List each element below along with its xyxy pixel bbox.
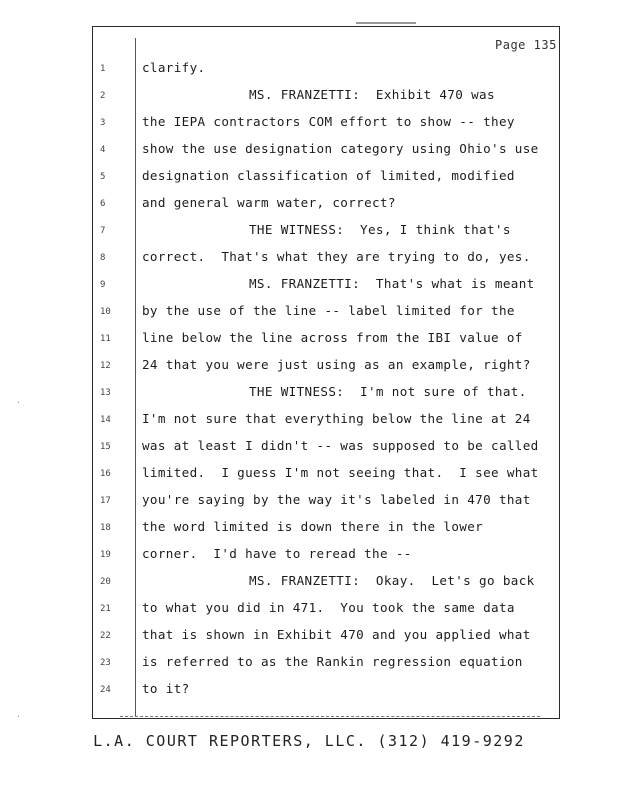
transcript-line bbox=[0, 463, 618, 489]
transcript-line bbox=[0, 436, 618, 462]
transcript-line bbox=[0, 409, 618, 435]
line-text: 24 that you were just using as an example, right? bbox=[142, 357, 531, 372]
transcript-line bbox=[0, 328, 618, 354]
line-number: 12 bbox=[100, 361, 111, 371]
line-text: limited. I guess I'm not seeing that. I see what bbox=[142, 465, 539, 480]
line-text: the word limited is down there in the lower bbox=[142, 519, 484, 534]
line-text: correct. That's what they are trying to do, yes. bbox=[142, 249, 531, 264]
transcript-line bbox=[0, 571, 618, 597]
line-number: 8 bbox=[100, 253, 106, 263]
line-text: designation classification of limited, modified bbox=[142, 168, 515, 183]
line-number: 22 bbox=[100, 631, 111, 641]
line-text: to what you did in 471. You took the same data bbox=[142, 600, 515, 615]
line-number: 16 bbox=[100, 469, 111, 479]
line-text: THE WITNESS: Yes, I think that's bbox=[249, 222, 511, 237]
page-number: Page 135 bbox=[495, 38, 557, 52]
transcript-line bbox=[0, 220, 618, 246]
transcript-line bbox=[0, 58, 618, 84]
line-text: to it? bbox=[142, 681, 190, 696]
line-text: and general warm water, correct? bbox=[142, 195, 396, 210]
transcript-line bbox=[0, 625, 618, 651]
line-number: 10 bbox=[100, 307, 111, 317]
scan-artifact-top bbox=[356, 22, 416, 24]
line-number: 6 bbox=[100, 199, 106, 209]
line-text: the IEPA contractors COM effort to show -- they bbox=[142, 114, 515, 129]
transcript-line bbox=[0, 382, 618, 408]
line-number: 14 bbox=[100, 415, 111, 425]
line-number: 1 bbox=[100, 64, 106, 74]
line-number: 9 bbox=[100, 280, 106, 290]
transcript-line bbox=[0, 85, 618, 111]
line-text: I'm not sure that everything below the line at 24 bbox=[142, 411, 531, 426]
line-number: 7 bbox=[100, 226, 106, 236]
transcript-line bbox=[0, 193, 618, 219]
line-number: 23 bbox=[100, 658, 111, 668]
line-number: 5 bbox=[100, 172, 106, 182]
transcript-line bbox=[0, 112, 618, 138]
line-text: MS. FRANZETTI: Okay. Let's go back bbox=[249, 573, 535, 588]
line-text: was at least I didn't -- was supposed to be called bbox=[142, 438, 539, 453]
transcript-line bbox=[0, 301, 618, 327]
line-text: MS. FRANZETTI: That's what is meant bbox=[249, 276, 535, 291]
transcript-line bbox=[0, 544, 618, 570]
transcript-line bbox=[0, 139, 618, 165]
scan-artifact-bottom bbox=[120, 716, 540, 720]
line-text: show the use designation category using Ohio's use bbox=[142, 141, 539, 156]
line-number: 3 bbox=[100, 118, 106, 128]
line-number: 4 bbox=[100, 145, 106, 155]
transcript-line bbox=[0, 166, 618, 192]
line-text: THE WITNESS: I'm not sure of that. bbox=[249, 384, 527, 399]
line-text: you're saying by the way it's labeled in 470 that bbox=[142, 492, 531, 507]
line-text: that is shown in Exhibit 470 and you applied what bbox=[142, 627, 531, 642]
line-text: clarify. bbox=[142, 60, 206, 75]
line-text: line below the line across from the IBI value of bbox=[142, 330, 523, 345]
line-number: 17 bbox=[100, 496, 111, 506]
line-number: 24 bbox=[100, 685, 111, 695]
line-number: 19 bbox=[100, 550, 111, 560]
line-number: 18 bbox=[100, 523, 111, 533]
line-text: MS. FRANZETTI: Exhibit 470 was bbox=[249, 87, 495, 102]
transcript-line bbox=[0, 274, 618, 300]
margin-speck: · bbox=[16, 398, 21, 407]
line-text: is referred to as the Rankin regression equation bbox=[142, 654, 523, 669]
line-number: 2 bbox=[100, 91, 106, 101]
line-number: 20 bbox=[100, 577, 111, 587]
transcript-line bbox=[0, 598, 618, 624]
line-number: 13 bbox=[100, 388, 111, 398]
transcript-line bbox=[0, 679, 618, 705]
line-number: 15 bbox=[100, 442, 111, 452]
transcript-line bbox=[0, 355, 618, 381]
line-text: corner. I'd have to reread the -- bbox=[142, 546, 412, 561]
line-number: 11 bbox=[100, 334, 111, 344]
transcript-line bbox=[0, 247, 618, 273]
line-text: by the use of the line -- label limited for the bbox=[142, 303, 515, 318]
line-number: 21 bbox=[100, 604, 111, 614]
reporter-footer: L.A. COURT REPORTERS, LLC. (312) 419-9292 bbox=[93, 732, 525, 750]
margin-speck: · bbox=[16, 712, 21, 721]
transcript-line bbox=[0, 517, 618, 543]
transcript-line bbox=[0, 490, 618, 516]
transcript-line bbox=[0, 652, 618, 678]
